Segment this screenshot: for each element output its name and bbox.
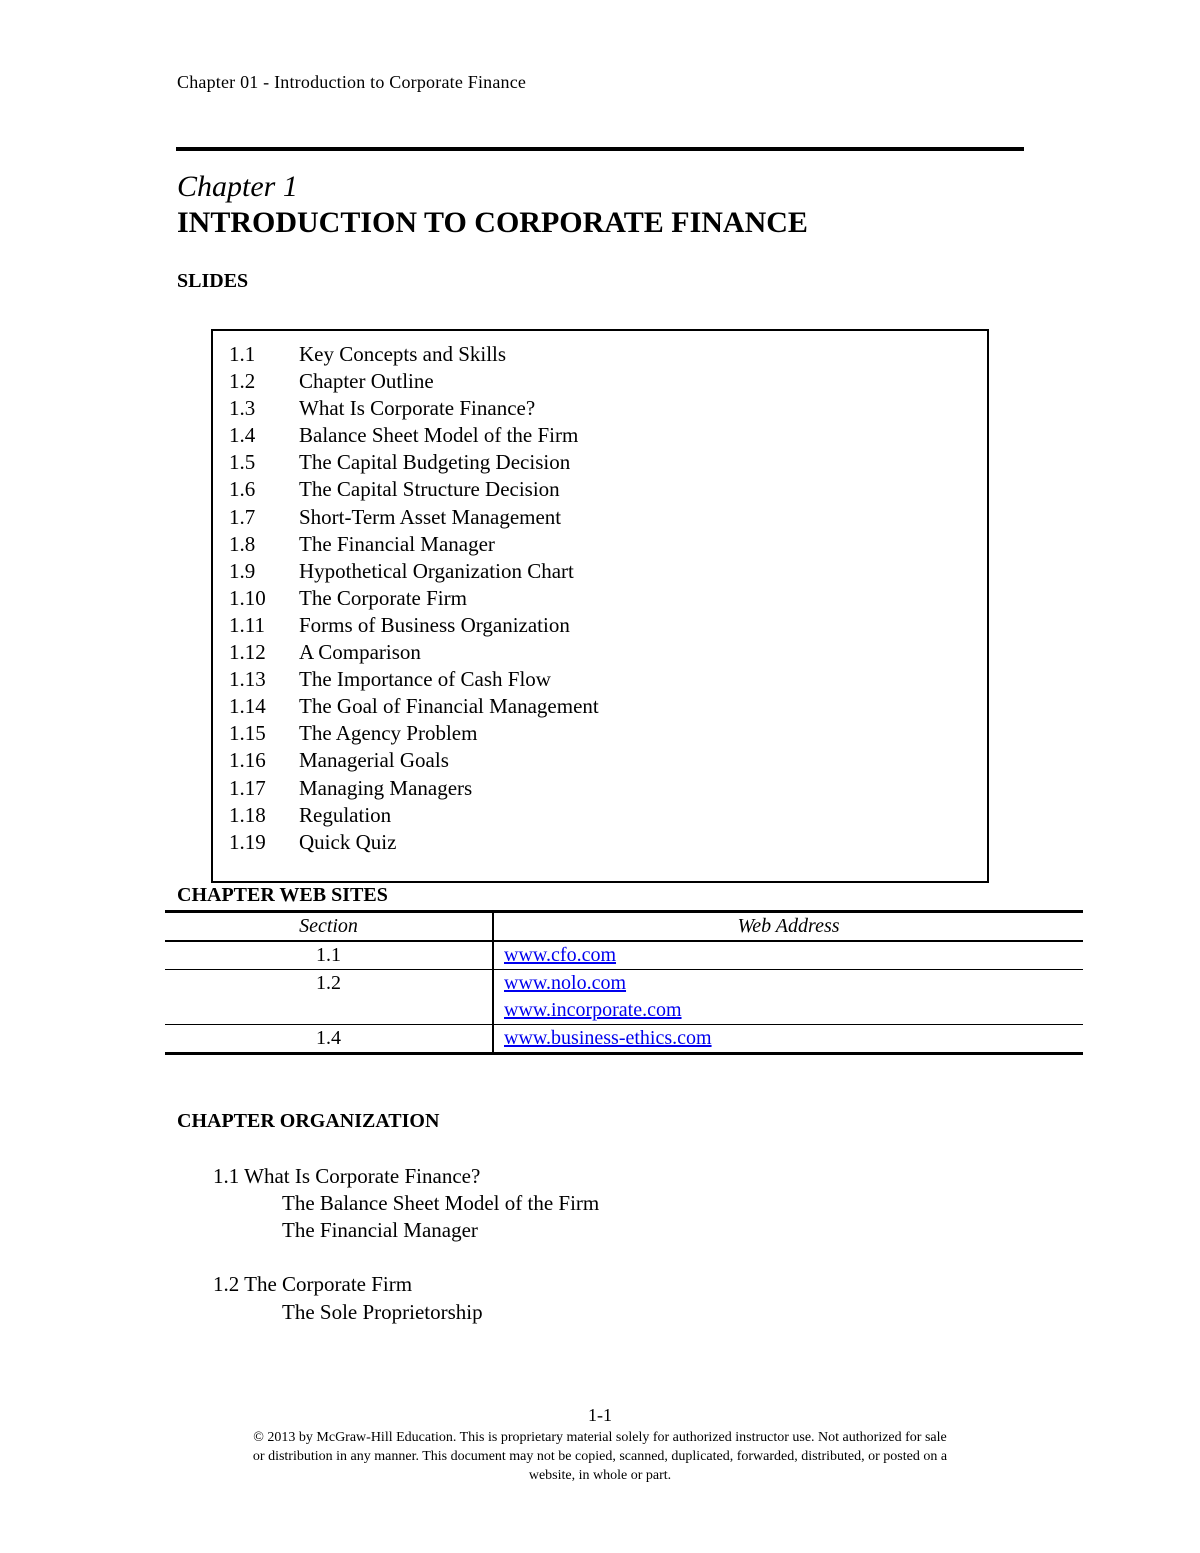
web-link[interactable]: www.incorporate.com	[504, 999, 682, 1021]
slide-item	[229, 449, 599, 476]
web-address-cell	[493, 1025, 1083, 1054]
table-row	[165, 970, 1083, 1025]
slide-title: A Comparison	[299, 640, 421, 665]
slide-item	[229, 558, 599, 585]
slide-number: 1.9	[229, 558, 256, 583]
org-group-title: 1.2 The Corporate Firm	[213, 1272, 413, 1296]
slide-item	[229, 531, 599, 558]
slide-item	[229, 368, 599, 395]
org-subitem: The Financial Manager	[282, 1218, 478, 1242]
slide-title: The Agency Problem	[299, 721, 478, 746]
slide-title: Key Concepts and Skills	[299, 342, 507, 366]
slide-item	[229, 476, 599, 503]
slide-number: 1.8	[229, 531, 256, 556]
slide-item	[229, 829, 599, 856]
chapter-title: INTRODUCTION TO CORPORATE FINANCE	[177, 206, 808, 239]
slide-number: 1.5	[229, 450, 256, 475]
slide-title: What Is Corporate Finance?	[299, 396, 536, 421]
slide-title: The Corporate Firm	[299, 585, 467, 610]
slide-number: 1.3	[229, 396, 256, 421]
column-header-web-address: Web Address	[493, 912, 1083, 942]
web-link[interactable]: www.business-ethics.com	[504, 1027, 712, 1049]
section-cell: 1.4	[165, 1025, 493, 1054]
slide-item	[229, 666, 599, 693]
table-row	[165, 1025, 1083, 1054]
slide-number: 1.14	[229, 694, 266, 719]
slide-item	[229, 720, 599, 747]
web-link[interactable]: www.nolo.com	[504, 972, 627, 994]
web-sites-table	[165, 910, 1083, 1055]
slide-number: 1.11	[229, 612, 265, 637]
slides-list	[229, 341, 599, 856]
slide-title: The Capital Structure Decision	[299, 477, 560, 502]
slide-item	[229, 395, 599, 422]
slide-item	[229, 612, 599, 639]
slide-title: Hypothetical Organization Chart	[299, 558, 574, 583]
column-header-section: Section	[165, 912, 493, 942]
slide-number: 1.16	[229, 748, 266, 773]
slide-number: 1.4	[229, 423, 256, 448]
slide-item	[229, 341, 599, 368]
running-header: Chapter 01 - Introduction to Corporate Finance	[177, 72, 527, 92]
slide-title: Short-Term Asset Management	[299, 504, 562, 529]
slide-title: The Financial Manager	[299, 531, 495, 556]
web-sites-heading: CHAPTER WEB SITES	[177, 884, 388, 906]
organization-heading: CHAPTER ORGANIZATION	[177, 1110, 440, 1132]
slide-number: 1.19	[229, 829, 266, 854]
slide-title: The Goal of Financial Management	[299, 694, 599, 719]
slide-number: 1.17	[229, 775, 266, 800]
section-cell: 1.1	[165, 941, 493, 970]
slide-item	[229, 422, 599, 449]
chapter-label: Chapter 1	[177, 170, 298, 203]
slide-number: 1.7	[229, 504, 256, 529]
slide-title: Managing Managers	[299, 775, 473, 800]
slide-number: 1.13	[229, 667, 266, 692]
slide-item	[229, 504, 599, 531]
header-rule	[176, 147, 1024, 151]
slide-title: Regulation	[299, 802, 392, 827]
slide-title: Balance Sheet Model of the Firm	[299, 423, 579, 448]
org-subitem: The Balance Sheet Model of the Firm	[282, 1191, 600, 1215]
slide-title: Managerial Goals	[299, 748, 449, 773]
slide-title: Chapter Outline	[299, 369, 434, 394]
copyright-line: © 2013 by McGraw-Hill Education. This is proprietary material solely for authorized instructor use. Not authorized for sale	[253, 1430, 947, 1445]
section-cell: 1.2	[165, 970, 493, 1025]
slide-title: Quick Quiz	[299, 829, 397, 854]
slide-number: 1.2	[229, 369, 256, 394]
web-address-cell	[493, 970, 1083, 1025]
slide-item	[229, 693, 599, 720]
slide-title: The Importance of Cash Flow	[299, 667, 551, 692]
table-header-row	[165, 912, 1083, 942]
slide-number: 1.15	[229, 721, 266, 746]
org-group-title: 1.1 What Is Corporate Finance?	[213, 1164, 481, 1188]
org-subitem: The Sole Proprietorship	[282, 1300, 483, 1324]
slide-number: 1.1	[229, 342, 256, 366]
slide-number: 1.10	[229, 585, 266, 610]
slides-box	[211, 329, 989, 883]
page-number: 1-1	[588, 1405, 612, 1425]
slide-number: 1.6	[229, 477, 256, 502]
web-link[interactable]: www.cfo.com	[504, 944, 617, 966]
copyright-line: or distribution in any manner. This document may not be copied, scanned, duplicated, forwarded, distributed, or posted on a	[252, 1449, 948, 1464]
web-address-cell	[493, 941, 1083, 970]
slide-number: 1.12	[229, 640, 266, 665]
slide-item	[229, 639, 599, 666]
copyright-line: website, in whole or part.	[528, 1468, 672, 1483]
slide-item	[229, 747, 599, 774]
slide-number: 1.18	[229, 802, 266, 827]
slide-item	[229, 775, 599, 802]
copyright-notice	[180, 1428, 1020, 1485]
slide-item	[229, 802, 599, 829]
slides-heading: SLIDES	[177, 270, 249, 292]
slide-title: Forms of Business Organization	[299, 612, 570, 637]
slide-item	[229, 585, 599, 612]
table-row	[165, 941, 1083, 970]
slide-title: The Capital Budgeting Decision	[299, 450, 571, 475]
